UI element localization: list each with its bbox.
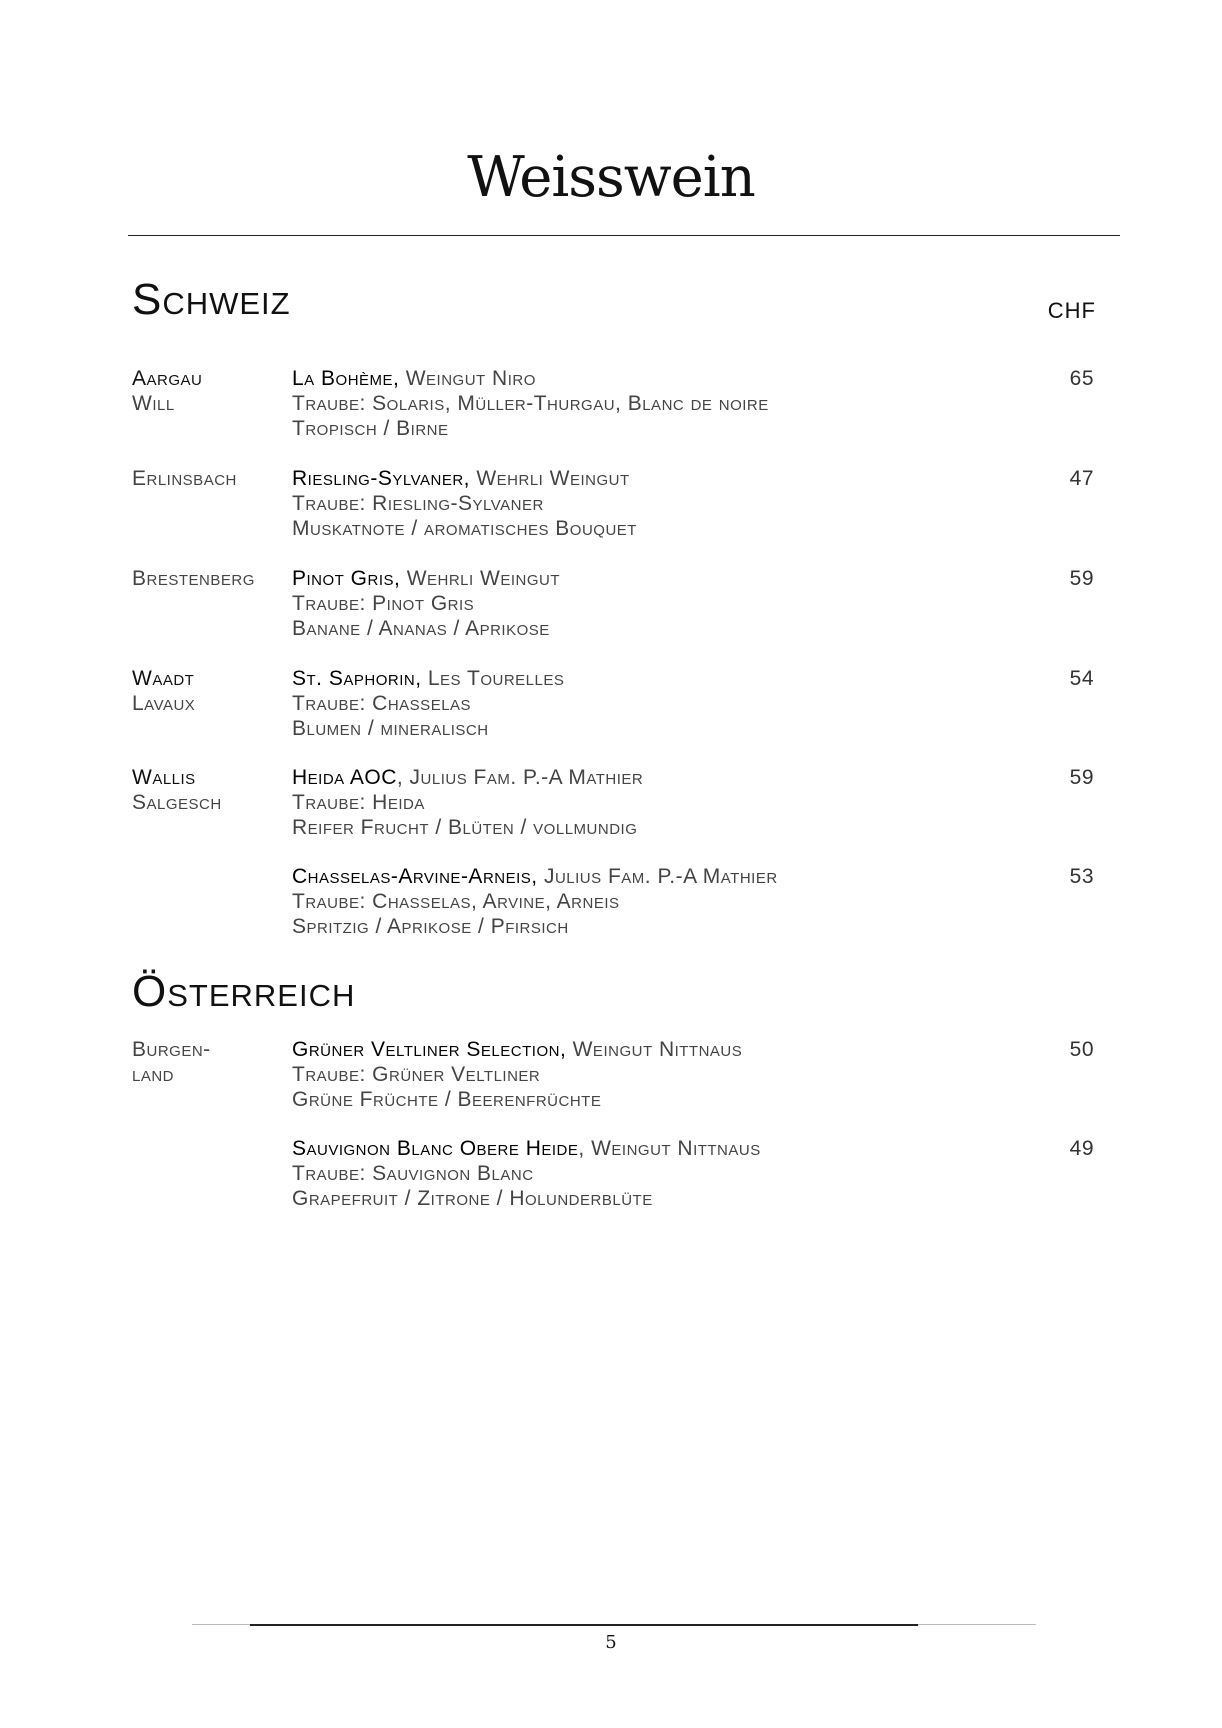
page-title: Weisswein: [467, 145, 755, 210]
section-heading-schweiz: Schweiz: [132, 275, 291, 324]
wine-entry: [0, 1136, 1222, 1216]
wine-title: [292, 765, 643, 790]
place-name-continued: land: [132, 1063, 175, 1086]
wine-price: 59: [1069, 766, 1094, 789]
wine-entry: [0, 566, 1222, 646]
wine-entry: [0, 864, 1222, 944]
tasting-notes: Blumen / mineralisch: [292, 717, 489, 740]
grape-varieties: Traube: Sauvignon Blanc: [292, 1162, 534, 1185]
tasting-notes: Grapefruit / Zitrone / Holunderblüte: [292, 1187, 653, 1210]
wine-entry: [0, 1037, 1222, 1117]
section-heading-oesterreich: Österreich: [132, 967, 356, 1016]
grape-varieties: Traube: Grüner Veltliner: [292, 1063, 541, 1086]
tasting-notes: Reifer Frucht / Blüten / vollmundig: [292, 816, 638, 839]
grape-varieties: Traube: Riesling-Sylvaner: [292, 492, 544, 515]
page-number: 5: [605, 1632, 617, 1653]
tasting-notes: Tropisch / Birne: [292, 417, 449, 440]
wine-price: 47: [1069, 467, 1094, 490]
wine-name: Pinot Gris,: [292, 567, 401, 590]
wine-title: [292, 566, 560, 591]
wine-name: Heida AOC: [292, 766, 397, 789]
producer-name: Weingut Niro: [399, 367, 536, 390]
footer-divider-accent: [250, 1624, 918, 1626]
place-name: Erlinsbach: [132, 467, 237, 490]
wine-title: [292, 366, 536, 391]
wine-price: 54: [1069, 667, 1094, 690]
wine-entry: [0, 366, 1222, 446]
grape-varieties: Traube: Chasselas: [292, 692, 472, 715]
place-name: Burgen-: [132, 1038, 211, 1061]
currency-label: CHF: [1047, 298, 1096, 323]
wine-price: 59: [1069, 567, 1094, 590]
region-name: Waadt: [132, 667, 195, 690]
wine-price: 53: [1069, 865, 1094, 888]
wine-title: [292, 864, 778, 889]
wine-name: Riesling-Sylvaner,: [292, 467, 470, 490]
producer-name: , Weingut Nittnaus: [578, 1137, 761, 1160]
wine-name: Grüner Veltliner Selection,: [292, 1038, 567, 1061]
producer-name: Julius Fam. P.-A Mathier: [537, 865, 778, 888]
grape-varieties: Traube: Solaris, Müller-Thurgau, Blanc de noire: [292, 392, 769, 415]
place-name: Lavaux: [132, 692, 196, 715]
place-name: Brestenberg: [132, 567, 255, 590]
region-name: Wallis: [132, 766, 196, 789]
producer-name: Wehrli Weingut: [470, 467, 630, 490]
tasting-notes: Banane / Ananas / Aprikose: [292, 617, 550, 640]
place-name: Salgesch: [132, 791, 222, 814]
wine-entry: [0, 466, 1222, 546]
tasting-notes: Spritzig / Aprikose / Pfirsich: [292, 915, 569, 938]
wine-title: [292, 1136, 761, 1161]
producer-name: Wehrli Weingut: [400, 567, 561, 590]
wine-name: La Bohème,: [292, 367, 400, 390]
tasting-notes: Grüne Früchte / Beerenfrüchte: [292, 1088, 602, 1111]
grape-varieties: Traube: Pinot Gris: [292, 592, 475, 615]
wine-title: [292, 1037, 742, 1062]
grape-varieties: Traube: Heida: [292, 791, 425, 814]
wine-price: 65: [1069, 367, 1094, 390]
wine-title: [292, 666, 564, 691]
wine-entry: [0, 666, 1222, 746]
place-name: Will: [132, 392, 175, 415]
producer-name: , Julius Fam. P.-A Mathier: [396, 766, 644, 789]
wine-name: St. Saphorin,: [292, 667, 422, 690]
wine-entry: [0, 765, 1222, 845]
tasting-notes: Muskatnote / aromatisches Bouquet: [292, 517, 637, 540]
wine-price: 50: [1069, 1038, 1094, 1061]
region-name: Aargau: [132, 367, 203, 390]
wine-name: Sauvignon Blanc Obere Heide: [292, 1137, 579, 1160]
wine-name: Chasselas-Arvine-Arneis,: [292, 865, 538, 888]
producer-name: Les Tourelles: [421, 667, 565, 690]
title-divider: [128, 235, 1120, 236]
wine-price: 49: [1069, 1137, 1094, 1160]
grape-varieties: Traube: Chasselas, Arvine, Arneis: [292, 890, 620, 913]
wine-title: [292, 466, 630, 491]
producer-name: Weingut Nittnaus: [566, 1038, 743, 1061]
